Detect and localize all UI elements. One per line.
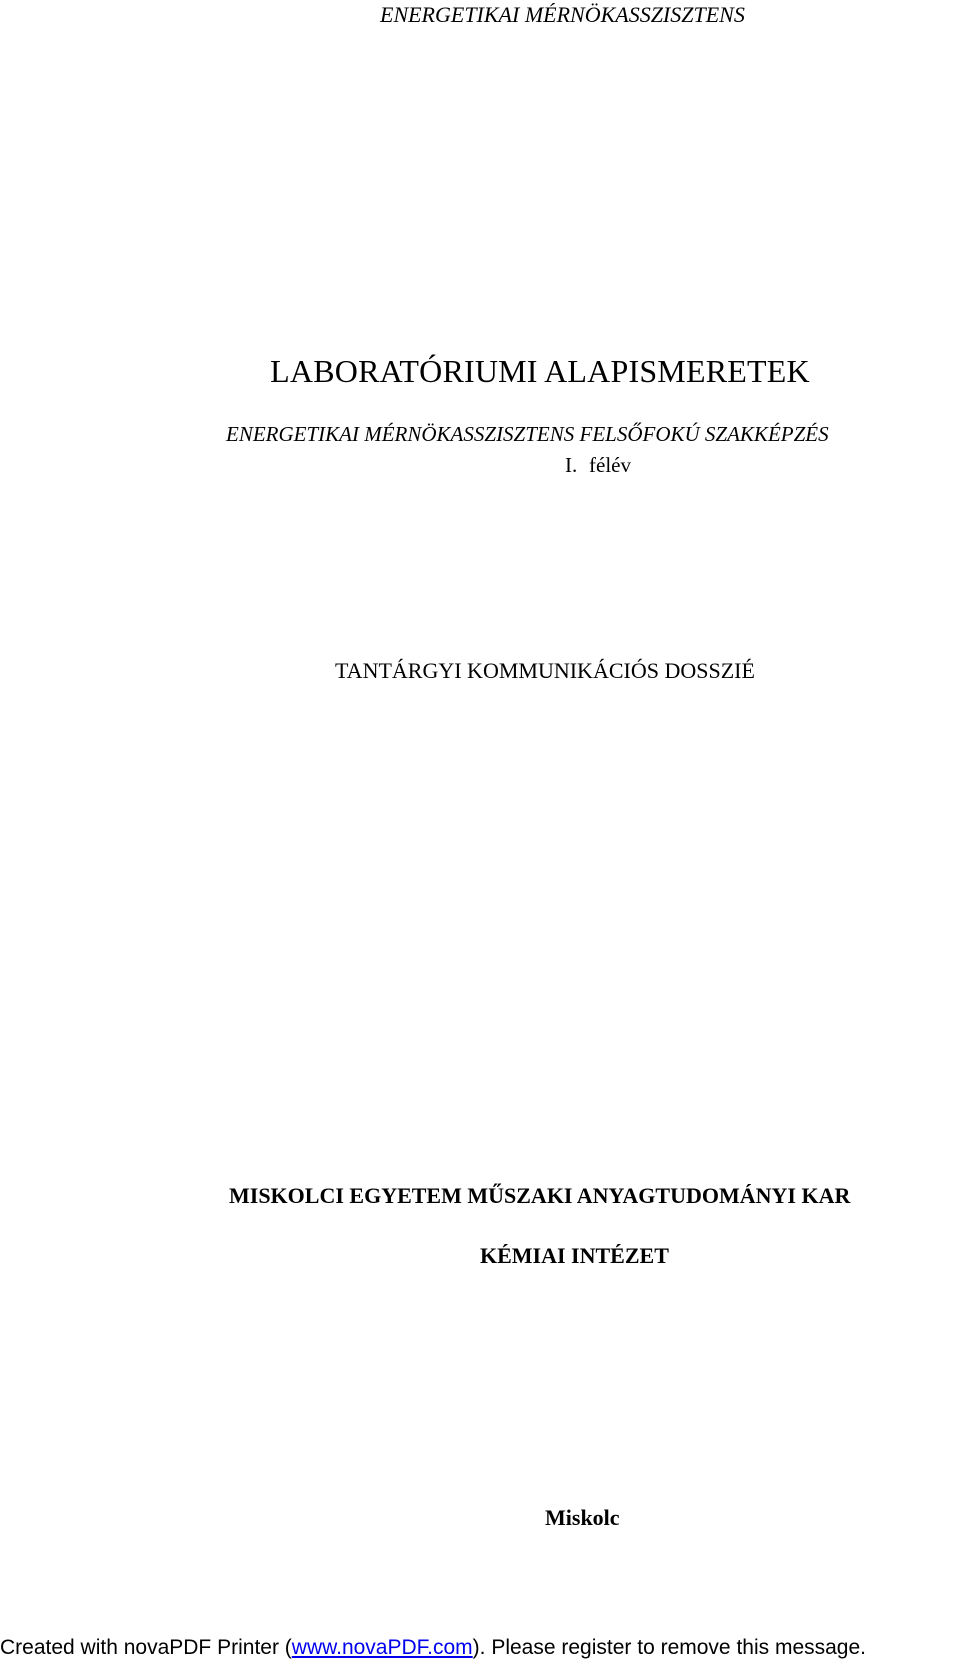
semester-number: I. [565, 453, 578, 477]
watermark-footer [0, 1635, 960, 1661]
document-title: LABORATÓRIUMI ALAPISMERETEK [270, 353, 810, 389]
faculty-name: MISKOLCI EGYETEM MŰSZAKI ANYAGTUDOMÁNYI KAR [229, 1183, 851, 1208]
document-subtitle: ENERGETIKAI MÉRNÖKASSZISZTENS FELSŐFOKÚ SZAKKÉPZÉS [226, 422, 829, 446]
footer-prefix: Created with novaPDF Printer ( [0, 1636, 292, 1659]
institute-name: KÉMIAI INTÉZET [480, 1243, 669, 1268]
running-header: ENERGETIKAI MÉRNÖKASSZISZTENS [380, 2, 745, 27]
city-name: Miskolc [545, 1505, 620, 1530]
footer-suffix: ). Please register to remove this message. [472, 1636, 867, 1659]
dossier-heading: TANTÁRGYI KOMMUNIKÁCIÓS DOSSZIÉ [335, 658, 755, 683]
semester-line [565, 452, 631, 478]
semester-word: félév [589, 453, 631, 477]
novapdf-link[interactable]: www.novaPDF.com [291, 1636, 473, 1659]
